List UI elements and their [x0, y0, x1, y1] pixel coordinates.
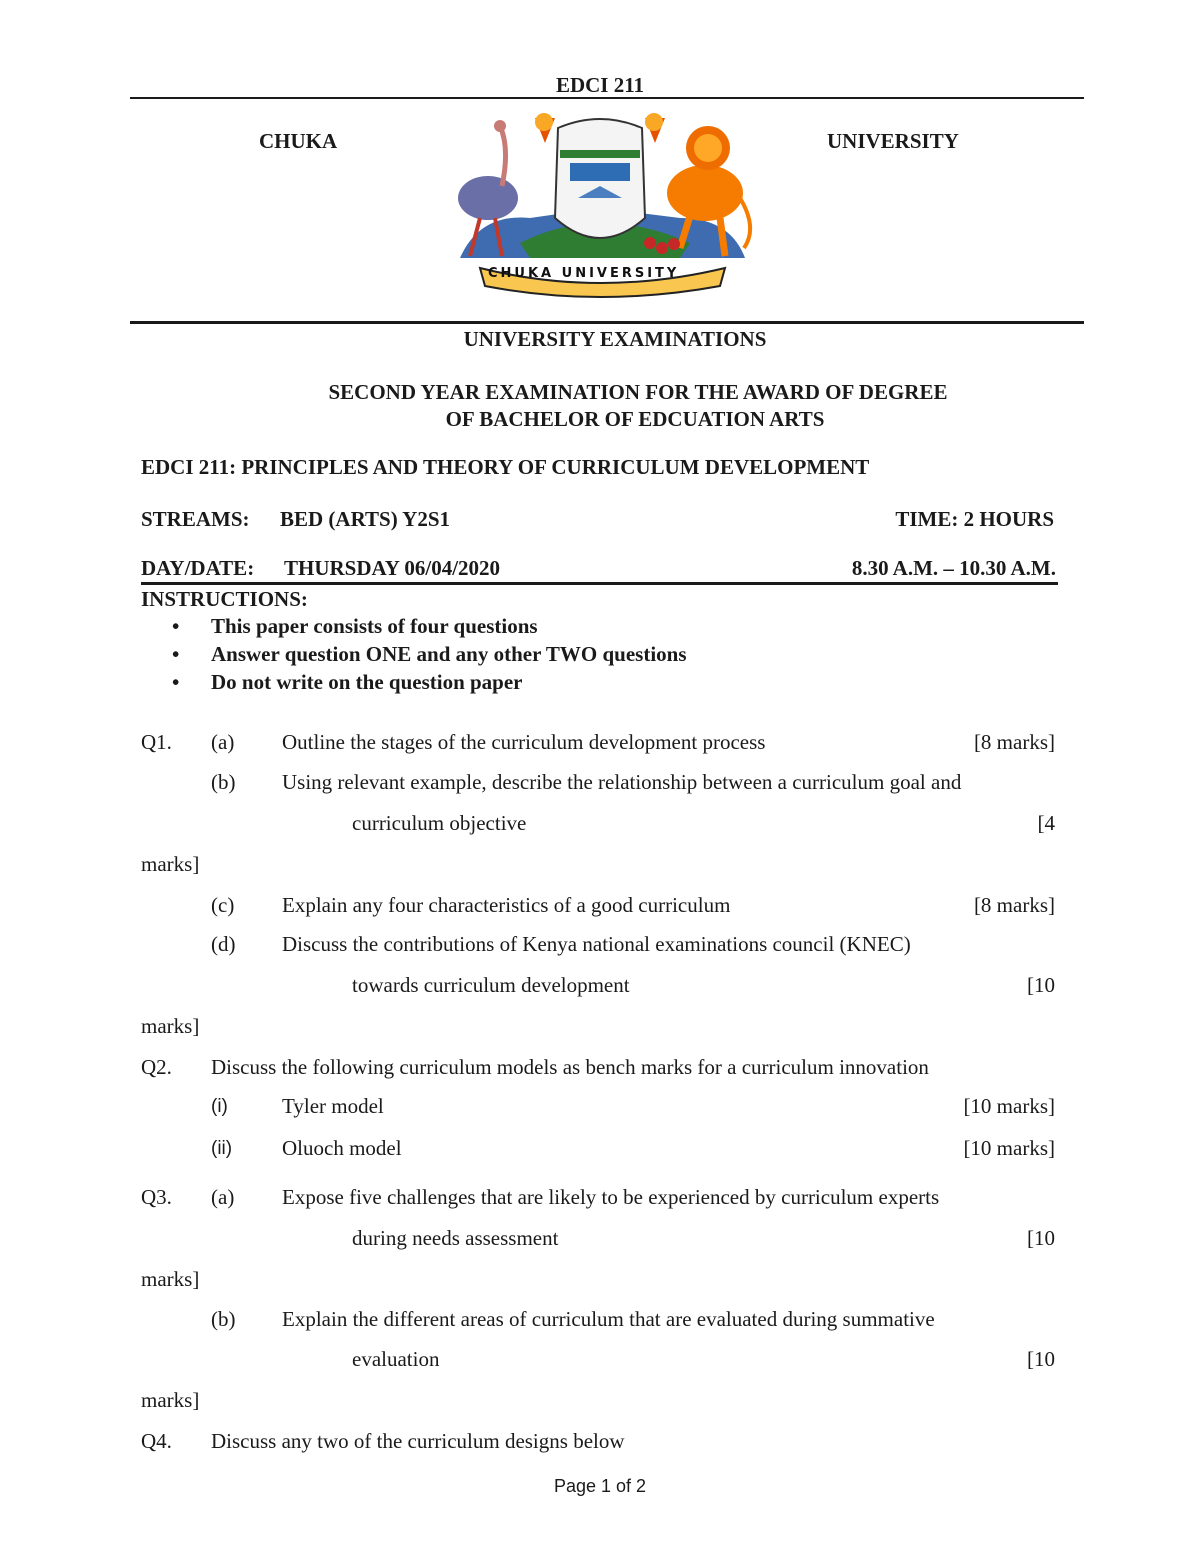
page-number-footer: Page 1 of 2: [553, 1476, 647, 1496]
q2-text: Discuss the following curriculum models as bench marks for a curriculum innovation: [211, 1055, 929, 1079]
instructions-list: [170, 612, 687, 696]
award-title-line2: OF BACHELOR OF EDCUATION ARTS: [445, 407, 825, 431]
q1d-text-line2: towards curriculum development: [352, 973, 630, 997]
q3b-text-line2: evaluation: [352, 1347, 440, 1371]
q2i-text: Tyler model: [282, 1094, 384, 1118]
q3a-label: (a): [211, 1185, 235, 1209]
header-rule-bottom: [130, 321, 1084, 324]
q4-text: Discuss any two of the curriculum designs below: [211, 1429, 625, 1453]
q2i-label: (i): [211, 1096, 228, 1117]
q1d-text-line1: Discuss the contributions of Kenya national examinations council (KNEC): [282, 932, 911, 956]
q3a-text-line1: Expose five challenges that are likely to be experienced by curriculum experts: [282, 1185, 940, 1209]
q3b-text-line1: Explain the different areas of curriculum that are evaluated during summative: [282, 1307, 935, 1331]
instruction-item: • This paper consists of four questions: [172, 614, 538, 638]
q1b-marks: [4: [1037, 811, 1055, 835]
q1a-marks: [8 marks]: [973, 730, 1055, 754]
q1b-marks-wrap: marks]: [141, 852, 200, 876]
meta-rule: [141, 582, 1058, 585]
q2ii-label: (ii): [211, 1138, 233, 1159]
date-value: THURSDAY 06/04/2020: [284, 556, 501, 580]
award-title-line1: SECOND YEAR EXAMINATION FOR THE AWARD OF DEGREE: [328, 380, 948, 404]
instructions-heading: INSTRUCTIONS:: [141, 587, 308, 611]
q3b-marks-wrap: marks]: [141, 1388, 200, 1412]
q1d-marks: [10: [1027, 973, 1055, 997]
q2ii-marks: [10 marks]: [963, 1136, 1055, 1160]
q1a-text: Outline the stages of the curriculum development process: [282, 730, 766, 754]
q1d-label: (d): [211, 932, 236, 956]
instruction-item: • Do not write on the question paper: [172, 670, 523, 694]
q1b-label: (b): [211, 770, 236, 794]
exams-title: UNIVERSITY EXAMINATIONS: [463, 327, 767, 351]
q2-number: Q2.: [141, 1055, 172, 1079]
course-title: EDCI 211: PRINCIPLES AND THEORY OF CURRICULUM DEVELOPMENT: [141, 455, 870, 479]
q1a-label: (a): [211, 730, 235, 754]
date-label: DAY/DATE:: [141, 556, 255, 580]
q3a-marks: [10: [1027, 1226, 1055, 1250]
q3b-marks: [10: [1027, 1347, 1055, 1371]
q2i-marks: [10 marks]: [963, 1094, 1055, 1118]
exam-duration: TIME: 2 HOURS: [895, 507, 1054, 531]
header-right-word: UNIVERSITY: [827, 129, 959, 153]
q2ii-text: Oluoch model: [282, 1136, 402, 1160]
header-left-word: CHUKA: [259, 129, 338, 153]
streams-value: BED (ARTS) Y2S1: [280, 507, 451, 531]
q3b-label: (b): [211, 1307, 236, 1331]
q3a-text-line2: during needs assessment: [352, 1226, 559, 1250]
instruction-item: • Answer question ONE and any other TWO questions: [172, 642, 687, 666]
q1c-text: Explain any four characteristics of a good curriculum: [282, 893, 731, 917]
header-rule-top: [130, 97, 1084, 99]
q3-number: Q3.: [141, 1185, 172, 1209]
q1b-text-line2: curriculum objective: [352, 811, 527, 835]
q1-number: Q1.: [141, 730, 172, 754]
q1b-text-line1: Using relevant example, describe the relationship between a curriculum goal and: [282, 770, 962, 794]
streams-label: STREAMS:: [141, 507, 250, 531]
q1c-label: (c): [211, 893, 235, 917]
q1c-marks: [8 marks]: [973, 893, 1055, 917]
crest-banner-text: CHUKA UNIVERSITY: [488, 266, 680, 281]
q4-number: Q4.: [141, 1429, 172, 1453]
course-code-header: EDCI 211: [555, 73, 645, 97]
q1d-marks-wrap: marks]: [141, 1014, 200, 1038]
q3a-marks-wrap: marks]: [141, 1267, 200, 1291]
exam-time-range: 8.30 A.M. – 10.30 A.M.: [851, 556, 1056, 580]
